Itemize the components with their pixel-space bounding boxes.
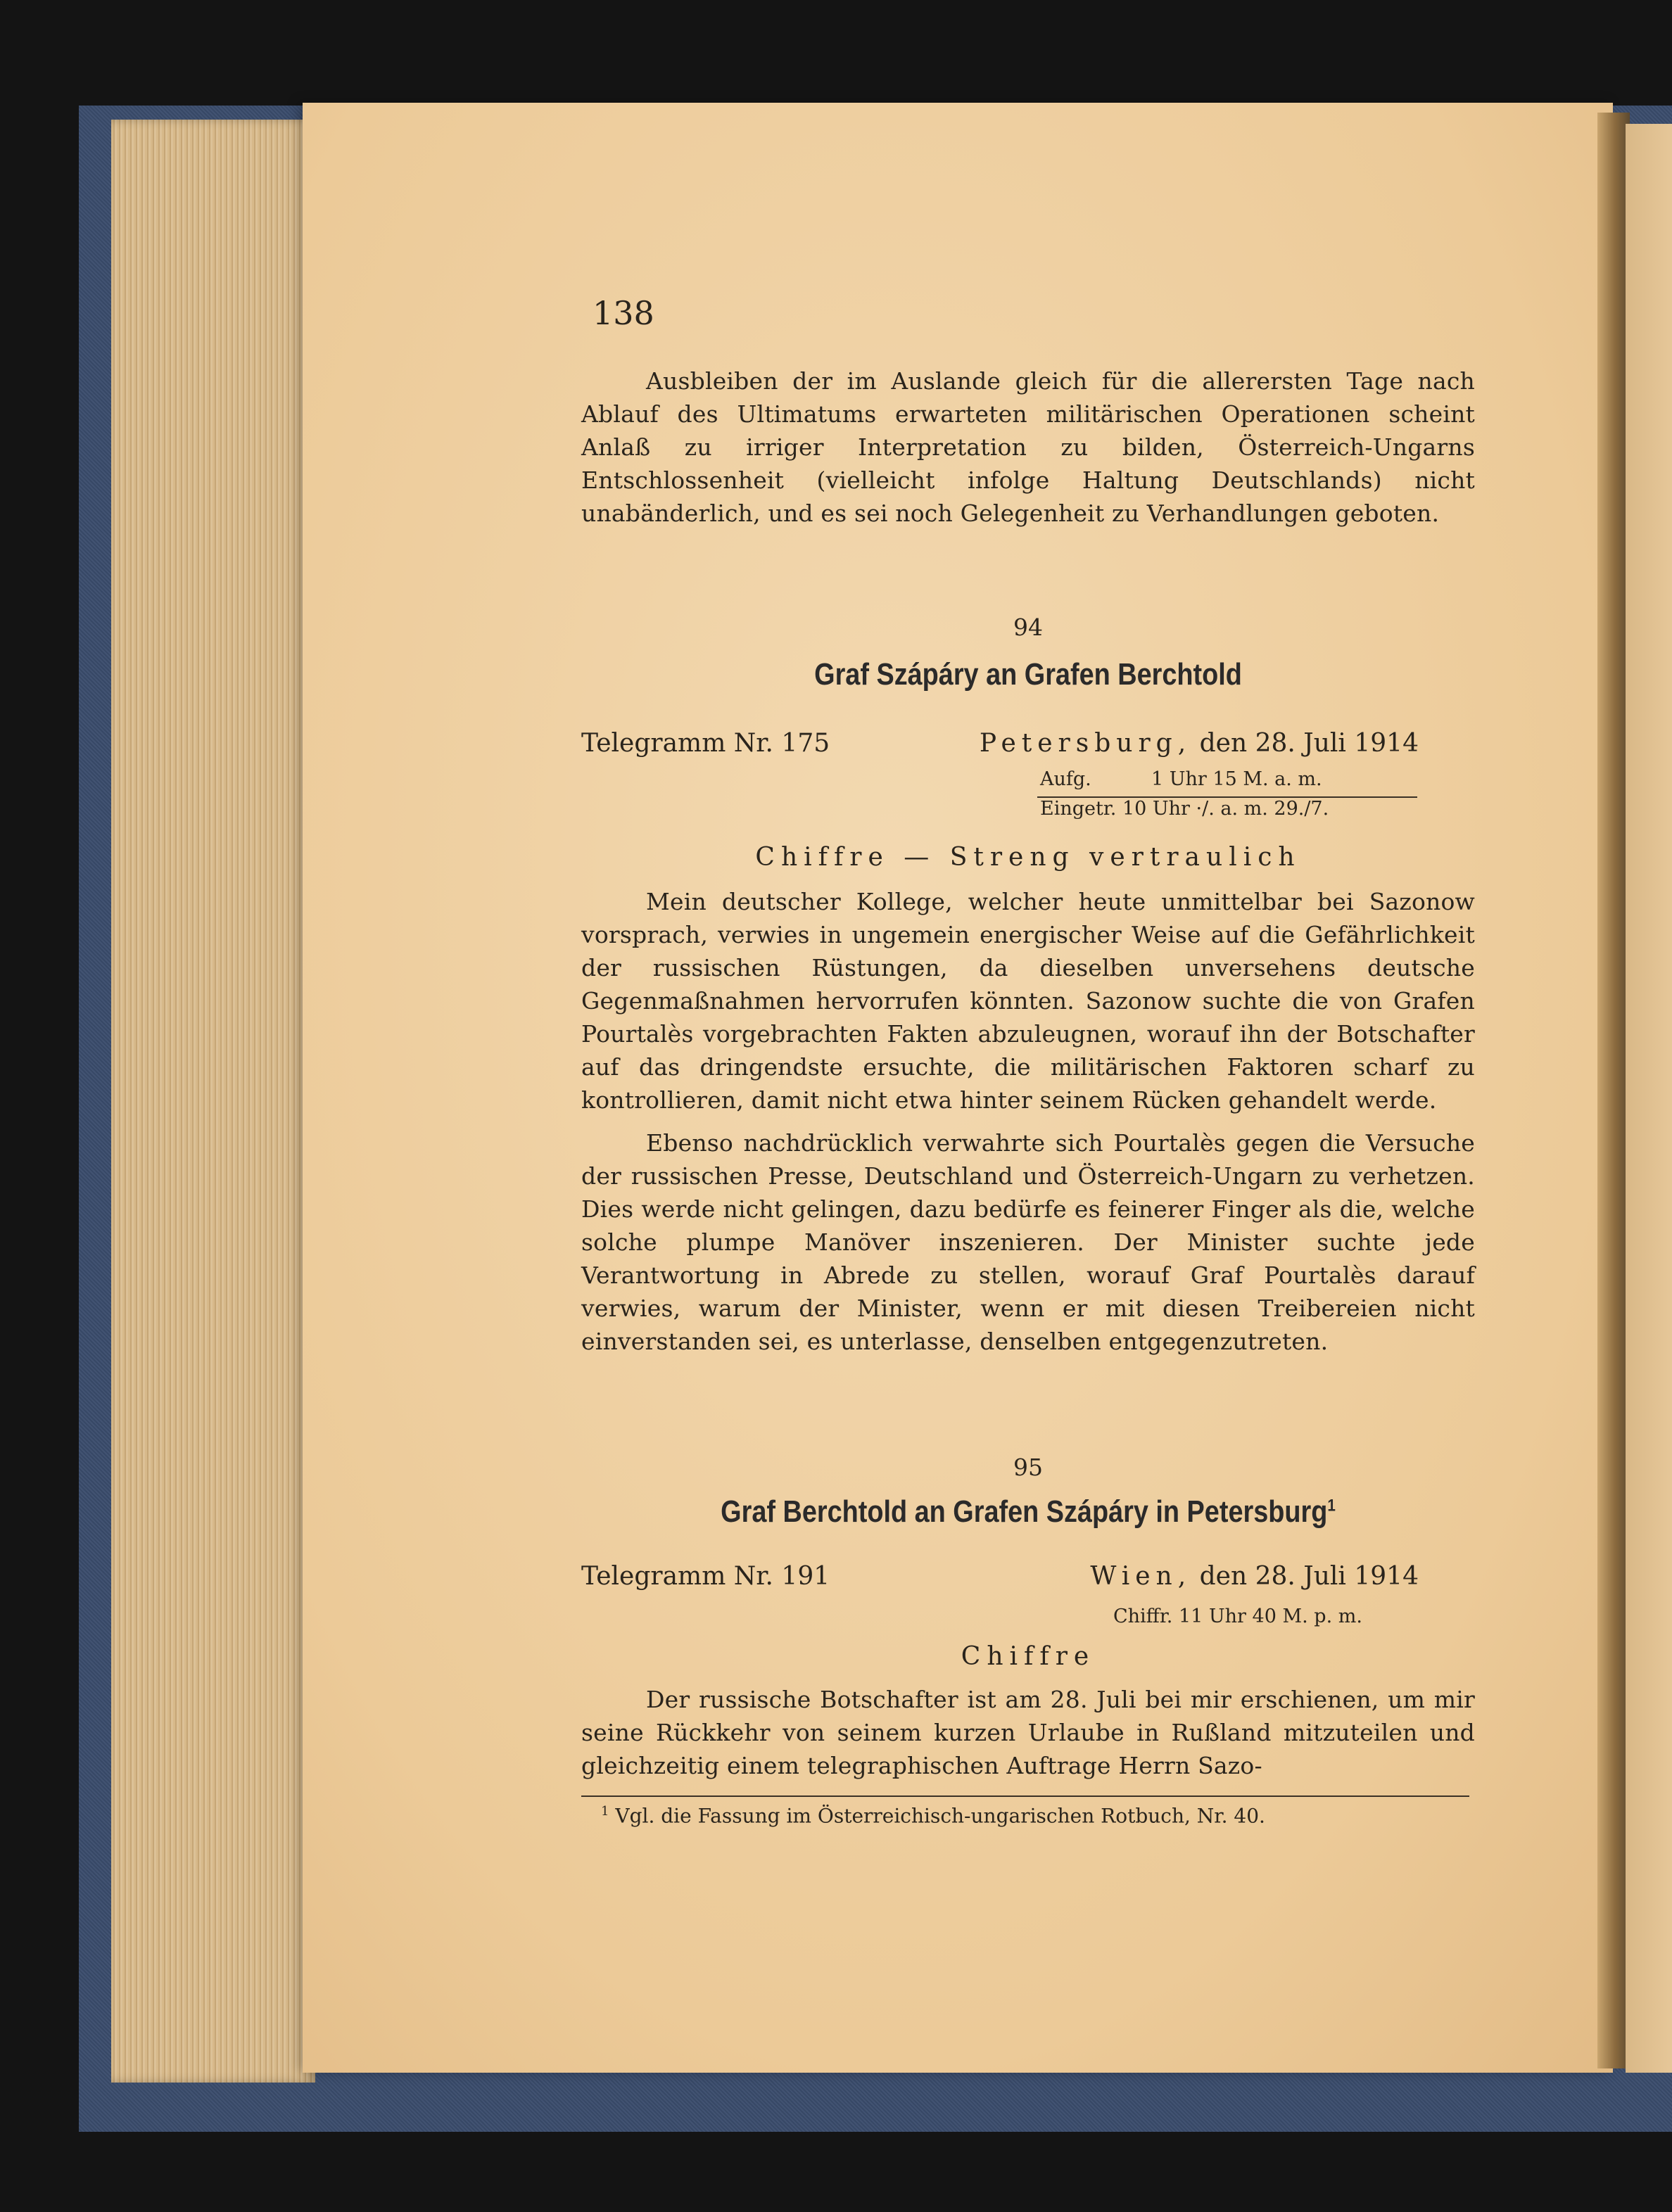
footnote [601, 1804, 1265, 1827]
telegram-place-date [1090, 1562, 1419, 1591]
doc95-body [581, 1683, 1475, 1782]
eingetr-time: Eingetr. 10 Uhr ·/. a. m. 29./7. [1040, 798, 1329, 820]
document-heading-95-text: Graf Berchtold an Grafen Szápáry in Petersburg [721, 1494, 1328, 1529]
telegram-place-date [980, 729, 1419, 758]
cipher-line-94: Chiffre — Streng vertraulich [755, 843, 1301, 872]
doc94-paragraph-1: Mein deutscher Kollege, welcher heute unmittelbar bei Sazonow vorsprach, verwies in ungemein energischer Weise auf die Gefährlichkeit der russischen Rüstungen, da dieselben unversehens deutsche Gegenmaßnahmen hervorrufen könnten. Sazonow suchte die von Grafen Pourtalès vorgebrachten Fakten abzuleugnen, worauf ihn der Botschafter auf das dringendste ersuchte, die militärischen Faktoren scharf zu kontrollieren, damit nicht etwa hinter seinem Rücken gehandelt werde. [581, 888, 1475, 1114]
opening-paragraph-block [581, 364, 1475, 530]
telegram-number: Telegramm Nr. 175 [581, 729, 830, 758]
footnote-rule [581, 1795, 1469, 1797]
cipher-line-95: Chiffre [961, 1642, 1096, 1671]
telegram-number: Telegramm Nr. 191 [581, 1562, 830, 1591]
footnote-mark: 1 [601, 1804, 609, 1819]
doc95-paragraph: Der russische Botschafter ist am 28. Juli bei mir erschienen, um mir seine Rückkehr von seinem kurzen Urlaube in Rußland mitzuteilen und gleichzeitig einem telegraphischen Auftrage Herrn Sazo- [581, 1686, 1475, 1779]
document-number-95: 95 [1013, 1454, 1043, 1481]
document-heading-94: Graf Szápáry an Grafen Berchtold [814, 657, 1242, 692]
footnote-ref: 1 [1327, 1496, 1336, 1515]
facing-page-edge [1626, 124, 1672, 2073]
footnote-text: Vgl. die Fassung im Österreichisch-ungarischen Rotbuch, Nr. 40. [615, 1804, 1265, 1828]
opening-paragraph: Ausbleiben der im Auslande gleich für die allerersten Tage nach Ablauf des Ultimatums erwarteten militärischen Operationen scheint Anlaß zu irriger Interpretation zu bilden, Österreich-Ungarns Entschlossenheit (vielleicht infolge Haltung Deutschlands) nicht unabänderlich, und es sei noch Gelegenheit zu Verhandlungen geboten. [581, 367, 1475, 527]
telegram-date: den 28. Juli 1914 [1199, 729, 1419, 758]
doc94-paragraph-2: Ebenso nachdrücklich verwahrte sich Pourtalès gegen die Versuche der russischen Presse, Deutschland und Österreich-Ungarn zu verhetzen. Dies werde nicht gelingen, dazu bedürfe es feinerer Finger als die, welche solche plumpe Manöver inszenieren. Der Minister suchte jede Verantwortung in Abrede zu stellen, worauf Graf Pourtalès darauf verwies, warum der Minister, wenn er mit diesen Treibereien nicht einverstanden sei, es unterlasse, denselben entgegenzutreten. [581, 1129, 1475, 1355]
page-edges [111, 120, 315, 2083]
document-heading-95 [644, 1494, 1412, 1530]
aufg-time: 1 Uhr 15 M. a. m. [1151, 768, 1322, 790]
document-number-94: 94 [1013, 614, 1043, 641]
doc94-body [581, 885, 1475, 1358]
aufg-label: Aufg. [1040, 768, 1091, 790]
telegram-place: Wien, [1090, 1562, 1192, 1591]
telegram-date: den 28. Juli 1914 [1199, 1562, 1419, 1591]
chiffr-time: Chiffr. 11 Uhr 40 M. p. m. [1113, 1606, 1362, 1627]
telegram-place: Petersburg, [979, 729, 1192, 758]
page-number: 138 [593, 294, 654, 332]
